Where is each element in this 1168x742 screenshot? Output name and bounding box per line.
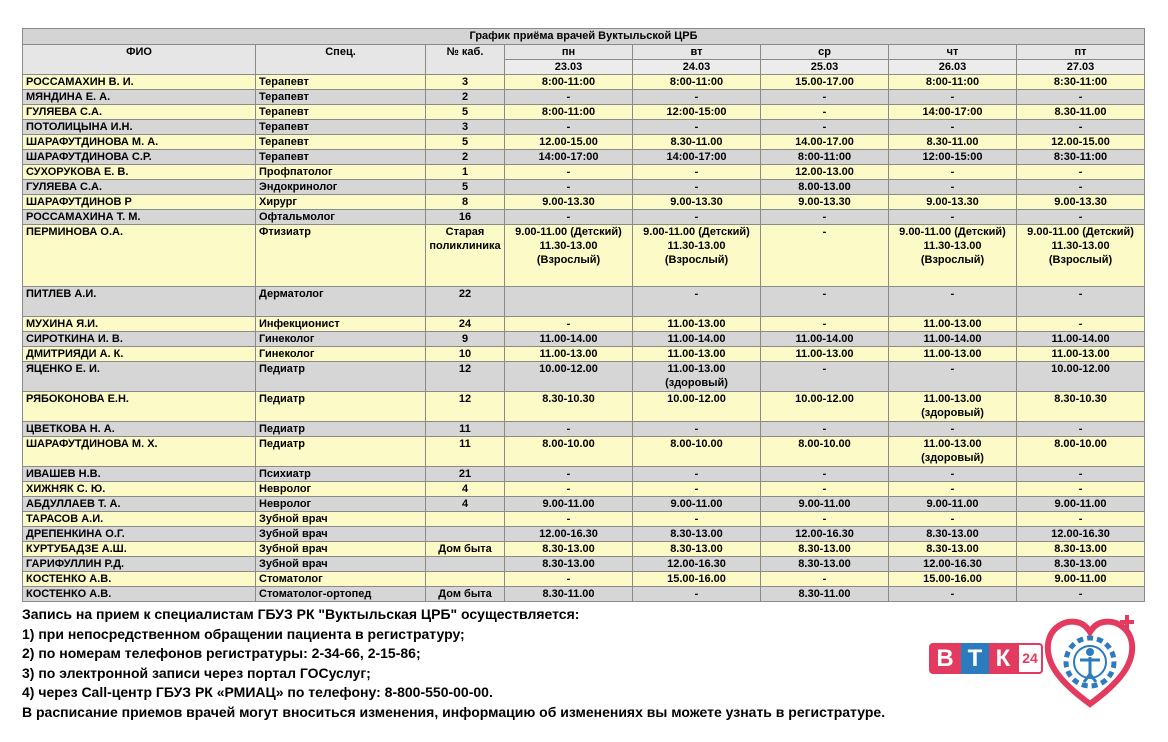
day-schedule-cell: 11.00-13.00 bbox=[633, 347, 761, 362]
specialty: Инфекционист bbox=[256, 317, 426, 332]
day-schedule-cell: 11.00-13.00 (здоровый) bbox=[889, 437, 1017, 467]
doctor-name: АБДУЛЛАЕВ Т. А. bbox=[23, 497, 256, 512]
room-number: 4 bbox=[426, 497, 505, 512]
day-schedule-cell: - bbox=[633, 180, 761, 195]
day-schedule-cell: - bbox=[1017, 422, 1145, 437]
day-schedule-cell: - bbox=[761, 90, 889, 105]
table-row bbox=[23, 437, 1145, 467]
day-schedule-cell: 12.00-16.30 bbox=[505, 527, 633, 542]
day-schedule-cell: 8.30-13.00 bbox=[1017, 557, 1145, 572]
specialty: Стоматолог-ортопед bbox=[256, 587, 426, 602]
day-schedule-cell: 9.00-13.30 bbox=[633, 195, 761, 210]
table-row bbox=[23, 90, 1145, 105]
day-schedule-cell: 11.00-13.00 bbox=[1017, 347, 1145, 362]
specialty: Психиатр bbox=[256, 467, 426, 482]
specialty: Фтизиатр bbox=[256, 225, 426, 287]
table-row bbox=[23, 75, 1145, 90]
day-schedule-cell: 9.00-11.00 bbox=[1017, 497, 1145, 512]
specialty: Зубной врач bbox=[256, 557, 426, 572]
table-row bbox=[23, 467, 1145, 482]
day-schedule-cell: 9.00-11.00 (Детский) 11.30-13.00 (Взрослый) bbox=[633, 225, 761, 287]
doctor-name: ИВАШЕВ Н.В. bbox=[23, 467, 256, 482]
day-schedule-cell: 8.30-13.00 bbox=[633, 527, 761, 542]
specialty: Гинеколог bbox=[256, 347, 426, 362]
day-schedule-cell: - bbox=[761, 512, 889, 527]
day-schedule-cell: - bbox=[1017, 512, 1145, 527]
table-row bbox=[23, 180, 1145, 195]
day-schedule-cell: 12.00-15.00 bbox=[505, 135, 633, 150]
day-schedule-cell: 12.00-16.30 bbox=[889, 557, 1017, 572]
day-schedule-cell: 11.00-14.00 bbox=[505, 332, 633, 347]
day-schedule-cell: - bbox=[761, 105, 889, 120]
day-schedule-cell: - bbox=[505, 90, 633, 105]
day-schedule-cell: 12.00-16.30 bbox=[1017, 527, 1145, 542]
date-cell: 23.03 bbox=[505, 60, 633, 75]
date-cell: 26.03 bbox=[889, 60, 1017, 75]
doctor-name: ДМИТРИЯДИ А. К. bbox=[23, 347, 256, 362]
day-schedule-cell: - bbox=[505, 317, 633, 332]
day-schedule-cell: - bbox=[1017, 317, 1145, 332]
day-schedule-cell: 8.30-13.00 bbox=[505, 542, 633, 557]
day-schedule-cell: - bbox=[889, 362, 1017, 392]
doctor-name: ГУЛЯЕВА С.А. bbox=[23, 105, 256, 120]
footer-line: В расписание приемов врачей могут вноситься изменения, информацию об изменениях вы можете узнать в регистратуре. bbox=[22, 703, 886, 720]
day-schedule-cell: - bbox=[505, 512, 633, 527]
vtk-letter: В bbox=[929, 643, 961, 674]
table-row bbox=[23, 497, 1145, 512]
specialty: Педиатр bbox=[256, 362, 426, 392]
day-schedule-cell: 9.00-13.30 bbox=[505, 195, 633, 210]
date-cell: 24.03 bbox=[633, 60, 761, 75]
day-schedule-cell: 8.30-10.30 bbox=[505, 392, 633, 422]
day-schedule-cell: 12.00-13.00 bbox=[761, 165, 889, 180]
day-schedule-cell: 9.00-11.00 bbox=[761, 497, 889, 512]
table-row bbox=[23, 587, 1145, 602]
heart-gear-icon bbox=[1040, 612, 1140, 712]
day-schedule-cell: 14:00-17:00 bbox=[505, 150, 633, 165]
day-schedule-cell: - bbox=[505, 180, 633, 195]
day-schedule-cell: - bbox=[1017, 467, 1145, 482]
day-schedule-cell: 8:00-11:00 bbox=[761, 150, 889, 165]
day-schedule-cell: - bbox=[889, 467, 1017, 482]
day-schedule-cell: 10.00-12.00 bbox=[505, 362, 633, 392]
day-schedule-cell: 12:00-15:00 bbox=[889, 150, 1017, 165]
doctor-name: КОСТЕНКО А.В. bbox=[23, 587, 256, 602]
room-number: 5 bbox=[426, 105, 505, 120]
day-schedule-cell: - bbox=[1017, 587, 1145, 602]
table-row bbox=[23, 572, 1145, 587]
room-number: 12 bbox=[426, 362, 505, 392]
table-row bbox=[23, 482, 1145, 497]
day-schedule-cell: - bbox=[633, 287, 761, 317]
room-number: 3 bbox=[426, 75, 505, 90]
col-day-header: пт bbox=[1017, 45, 1145, 60]
day-schedule-cell: 8.30-13.00 bbox=[505, 557, 633, 572]
day-schedule-cell: - bbox=[633, 587, 761, 602]
room-number: Старая поликлиника bbox=[426, 225, 505, 287]
day-schedule-cell: 12.00-15.00 bbox=[1017, 135, 1145, 150]
day-schedule-cell: 9.00-13.30 bbox=[1017, 195, 1145, 210]
day-schedule-cell: - bbox=[761, 422, 889, 437]
table-row bbox=[23, 512, 1145, 527]
day-schedule-cell: 8.30-11.00 bbox=[505, 587, 633, 602]
specialty: Эндокринолог bbox=[256, 180, 426, 195]
day-schedule-cell: - bbox=[889, 165, 1017, 180]
day-schedule-cell: 11.00-13.00 bbox=[889, 317, 1017, 332]
specialty: Хирург bbox=[256, 195, 426, 210]
day-schedule-cell: 10.00-12.00 bbox=[761, 392, 889, 422]
day-schedule-cell: 8.30-13.00 bbox=[633, 542, 761, 557]
specialty: Терапевт bbox=[256, 90, 426, 105]
day-schedule-cell: 14:00-17:00 bbox=[633, 150, 761, 165]
day-schedule-cell: - bbox=[889, 422, 1017, 437]
specialty: Терапевт bbox=[256, 75, 426, 90]
day-schedule-cell: - bbox=[889, 512, 1017, 527]
day-schedule-cell: 8.30-11.00 bbox=[761, 587, 889, 602]
table-row bbox=[23, 287, 1145, 317]
specialty: Терапевт bbox=[256, 120, 426, 135]
doctor-name: МЯНДИНА Е. А. bbox=[23, 90, 256, 105]
footer-line: 4) через Call-центр ГБУЗ РК «РМИАЦ» по телефону: 8-800-550-00-00. bbox=[22, 684, 493, 700]
doctor-name: ДРЕПЕНКИНА О.Г. bbox=[23, 527, 256, 542]
day-schedule-cell: 11.00-13.00 (здоровый) bbox=[889, 392, 1017, 422]
col-spec-header: Спец. bbox=[256, 45, 426, 75]
day-schedule-cell: 8:00-11:00 bbox=[505, 105, 633, 120]
day-schedule-cell: 8:30-11:00 bbox=[1017, 75, 1145, 90]
day-schedule-cell: - bbox=[1017, 180, 1145, 195]
doctor-name: ШАРАФУТДИНОВА М. А. bbox=[23, 135, 256, 150]
room-number: Дом быта bbox=[426, 542, 505, 557]
day-schedule-cell: - bbox=[633, 512, 761, 527]
doctor-name: РЯБОКОНОВА Е.Н. bbox=[23, 392, 256, 422]
vtk24-logo bbox=[929, 643, 1043, 674]
room-number: 11 bbox=[426, 422, 505, 437]
col-day-header: чт bbox=[889, 45, 1017, 60]
day-schedule-cell: 12.00-16.30 bbox=[633, 557, 761, 572]
day-schedule-cell: - bbox=[1017, 482, 1145, 497]
day-schedule-cell: - bbox=[889, 210, 1017, 225]
doctor-name: ПЕРМИНОВА О.А. bbox=[23, 225, 256, 287]
day-schedule-cell: 11.00-14.00 bbox=[633, 332, 761, 347]
vtk-letter: К bbox=[989, 643, 1017, 674]
room-number bbox=[426, 557, 505, 572]
specialty: Терапевт bbox=[256, 135, 426, 150]
specialty: Гинеколог bbox=[256, 332, 426, 347]
day-schedule-cell: - bbox=[505, 572, 633, 587]
footer-line: 1) при непосредственном обращении пациента в регистратуру; bbox=[22, 625, 465, 642]
table-row bbox=[23, 120, 1145, 135]
day-schedule-cell: 8:30-11:00 bbox=[1017, 150, 1145, 165]
day-schedule-cell: 8.30-13.00 bbox=[761, 557, 889, 572]
table-row bbox=[23, 527, 1145, 542]
schedule-title: График приёма врачей Вуктыльской ЦРБ bbox=[23, 29, 1145, 45]
room-number: 2 bbox=[426, 90, 505, 105]
schedule-table bbox=[22, 28, 1145, 602]
day-schedule-cell: - bbox=[761, 120, 889, 135]
day-schedule-cell: - bbox=[761, 362, 889, 392]
day-schedule-cell: 11.00-14.00 bbox=[761, 332, 889, 347]
day-schedule-cell: 11.00-14.00 bbox=[1017, 332, 1145, 347]
day-schedule-cell: 8.30-10.30 bbox=[1017, 392, 1145, 422]
day-schedule-cell: - bbox=[633, 165, 761, 180]
day-schedule-cell: - bbox=[1017, 120, 1145, 135]
room-number: 5 bbox=[426, 180, 505, 195]
day-schedule-cell: - bbox=[505, 120, 633, 135]
day-schedule-cell: 15.00-16.00 bbox=[633, 572, 761, 587]
day-schedule-cell bbox=[505, 287, 633, 317]
day-schedule-cell: - bbox=[633, 120, 761, 135]
specialty: Зубной врач bbox=[256, 527, 426, 542]
room-number bbox=[426, 527, 505, 542]
room-number: 16 bbox=[426, 210, 505, 225]
day-schedule-cell: - bbox=[1017, 165, 1145, 180]
day-schedule-cell: 9.00-11.00 (Детский) 11.30-13.00 (Взрослый) bbox=[889, 225, 1017, 287]
col-day-header: вт bbox=[633, 45, 761, 60]
day-schedule-cell: - bbox=[1017, 90, 1145, 105]
table-row bbox=[23, 165, 1145, 180]
room-number: 9 bbox=[426, 332, 505, 347]
day-schedule-cell: 8:00-11:00 bbox=[889, 75, 1017, 90]
day-schedule-cell: 9.00-11.00 (Детский) 11.30-13.00 (Взрослый) bbox=[1017, 225, 1145, 287]
day-schedule-cell: 8.00-10.00 bbox=[761, 437, 889, 467]
date-cell: 25.03 bbox=[761, 60, 889, 75]
table-row bbox=[23, 150, 1145, 165]
day-schedule-cell: - bbox=[761, 572, 889, 587]
room-number: 10 bbox=[426, 347, 505, 362]
day-schedule-cell: - bbox=[505, 165, 633, 180]
day-schedule-cell: 8.00-13.00 bbox=[761, 180, 889, 195]
table-row bbox=[23, 332, 1145, 347]
specialty: Терапевт bbox=[256, 105, 426, 120]
day-schedule-cell: - bbox=[761, 210, 889, 225]
doctor-name: СИРОТКИНА И. В. bbox=[23, 332, 256, 347]
day-schedule-cell: 15.00-17.00 bbox=[761, 75, 889, 90]
doctor-name: ХИЖНЯК С. Ю. bbox=[23, 482, 256, 497]
day-schedule-cell: 8.30-11.00 bbox=[633, 135, 761, 150]
room-number bbox=[426, 572, 505, 587]
specialty: Педиатр bbox=[256, 437, 426, 467]
day-schedule-cell: - bbox=[761, 467, 889, 482]
vtk-number: 24 bbox=[1017, 643, 1043, 674]
col-day-header: пн bbox=[505, 45, 633, 60]
specialty: Профпатолог bbox=[256, 165, 426, 180]
table-row bbox=[23, 557, 1145, 572]
doctor-name: ГУЛЯЕВА С.А. bbox=[23, 180, 256, 195]
day-schedule-cell: - bbox=[633, 482, 761, 497]
day-schedule-cell: - bbox=[1017, 210, 1145, 225]
day-schedule-cell: 8.30-11.00 bbox=[1017, 105, 1145, 120]
doctor-name: ТАРАСОВ А.И. bbox=[23, 512, 256, 527]
room-number: 11 bbox=[426, 437, 505, 467]
day-schedule-cell: 12:00-15:00 bbox=[633, 105, 761, 120]
day-schedule-cell: 11.00-14.00 bbox=[889, 332, 1017, 347]
vtk-letter: Т bbox=[961, 643, 989, 674]
health-heart-logo bbox=[1040, 612, 1140, 717]
day-schedule-cell: - bbox=[633, 467, 761, 482]
day-schedule-cell: - bbox=[889, 482, 1017, 497]
doctor-name: ПОТОЛИЦЫНА И.Н. bbox=[23, 120, 256, 135]
table-row bbox=[23, 195, 1145, 210]
footer-line: 2) по номерам телефонов регистратуры: 2-34-66, 2-15-86; bbox=[22, 645, 421, 661]
doctor-name: ШАРАФУТДИНОВА С.Р. bbox=[23, 150, 256, 165]
footer-line: Запись на прием к специалистам ГБУЗ РК "Вуктыльская ЦРБ" осуществляется: bbox=[22, 606, 580, 622]
day-schedule-cell: 8.00-10.00 bbox=[1017, 437, 1145, 467]
room-number: 4 bbox=[426, 482, 505, 497]
day-schedule-cell: - bbox=[889, 120, 1017, 135]
day-schedule-cell: 9.00-13.30 bbox=[761, 195, 889, 210]
room-number: Дом быта bbox=[426, 587, 505, 602]
day-schedule-cell: 8.30-13.00 bbox=[889, 542, 1017, 557]
day-schedule-cell: 9.00-13.30 bbox=[889, 195, 1017, 210]
day-schedule-cell: - bbox=[761, 287, 889, 317]
day-schedule-cell: 10.00-12.00 bbox=[1017, 362, 1145, 392]
booking-info bbox=[22, 605, 885, 722]
day-schedule-cell: 10.00-12.00 bbox=[633, 392, 761, 422]
specialty: Невролог bbox=[256, 497, 426, 512]
day-schedule-cell: 14.00-17.00 bbox=[761, 135, 889, 150]
room-number: 24 bbox=[426, 317, 505, 332]
doctor-name: РОССАМАХИНА Т. М. bbox=[23, 210, 256, 225]
day-schedule-cell: - bbox=[505, 210, 633, 225]
day-schedule-cell: 8:00-11:00 bbox=[633, 75, 761, 90]
doctor-name: ЦВЕТКОВА Н. А. bbox=[23, 422, 256, 437]
day-schedule-cell: 9.00-11.00 bbox=[889, 497, 1017, 512]
day-schedule-cell: 12.00-16.30 bbox=[761, 527, 889, 542]
day-schedule-cell: 8.30-11.00 bbox=[889, 135, 1017, 150]
specialty: Невролог bbox=[256, 482, 426, 497]
day-schedule-cell: 9.00-11.00 bbox=[505, 497, 633, 512]
day-schedule-cell: - bbox=[633, 90, 761, 105]
day-schedule-cell: - bbox=[633, 210, 761, 225]
day-schedule-cell: 11.00-13.00 bbox=[889, 347, 1017, 362]
specialty: Зубной врач bbox=[256, 512, 426, 527]
day-schedule-cell: 8.00-10.00 bbox=[633, 437, 761, 467]
day-schedule-cell: 11.00-13.00 bbox=[761, 347, 889, 362]
specialty: Педиатр bbox=[256, 392, 426, 422]
table-row bbox=[23, 105, 1145, 120]
col-day-header: ср bbox=[761, 45, 889, 60]
room-number: 12 bbox=[426, 392, 505, 422]
doctor-name: РОССАМАХИН В. И. bbox=[23, 75, 256, 90]
table-row bbox=[23, 347, 1145, 362]
schedule-body bbox=[23, 75, 1145, 602]
day-schedule-cell: 9.00-11.00 (Детский) 11.30-13.00 (Взрослый) bbox=[505, 225, 633, 287]
col-name-header: ФИО bbox=[23, 45, 256, 75]
day-schedule-cell: - bbox=[761, 317, 889, 332]
day-schedule-cell: 11.00-13.00 bbox=[633, 317, 761, 332]
doctor-name: ЯЦЕНКО Е. И. bbox=[23, 362, 256, 392]
specialty: Зубной врач bbox=[256, 542, 426, 557]
day-schedule-cell: - bbox=[505, 467, 633, 482]
table-row bbox=[23, 317, 1145, 332]
room-number: 1 bbox=[426, 165, 505, 180]
day-schedule-cell: 14:00-17:00 bbox=[889, 105, 1017, 120]
doctor-name: КУРТУБАДЗЕ А.Ш. bbox=[23, 542, 256, 557]
day-schedule-cell: 8.30-13.00 bbox=[889, 527, 1017, 542]
specialty: Офтальмолог bbox=[256, 210, 426, 225]
room-number: 3 bbox=[426, 120, 505, 135]
table-row bbox=[23, 542, 1145, 557]
table-row bbox=[23, 422, 1145, 437]
specialty: Дерматолог bbox=[256, 287, 426, 317]
table-row bbox=[23, 210, 1145, 225]
specialty: Стоматолог bbox=[256, 572, 426, 587]
doctor-name: КОСТЕНКО А.В. bbox=[23, 572, 256, 587]
day-schedule-cell: - bbox=[889, 287, 1017, 317]
day-schedule-cell: 8:00-11:00 bbox=[505, 75, 633, 90]
table-row bbox=[23, 135, 1145, 150]
day-schedule-cell: 15.00-16.00 bbox=[889, 572, 1017, 587]
room-number: 8 bbox=[426, 195, 505, 210]
doctor-name: ПИТЛЕВ А.И. bbox=[23, 287, 256, 317]
doctor-name: ШАРАФУТДИНОВА М. Х. bbox=[23, 437, 256, 467]
room-number: 22 bbox=[426, 287, 505, 317]
footer-line: 3) по электронной записи через портал ГОСуслуг; bbox=[22, 664, 371, 681]
day-schedule-cell: 9.00-11.00 bbox=[1017, 572, 1145, 587]
col-room-header: № каб. bbox=[426, 45, 505, 75]
room-number: 21 bbox=[426, 467, 505, 482]
doctor-name: ГАРИФУЛЛИН Р.Д. bbox=[23, 557, 256, 572]
table-row bbox=[23, 362, 1145, 392]
doctor-name: СУХОРУКОВА Е. В. bbox=[23, 165, 256, 180]
day-schedule-cell: 11.00-13.00 bbox=[505, 347, 633, 362]
room-number bbox=[426, 512, 505, 527]
specialty: Терапевт bbox=[256, 150, 426, 165]
day-schedule-cell: - bbox=[505, 482, 633, 497]
specialty: Педиатр bbox=[256, 422, 426, 437]
day-schedule-cell: - bbox=[761, 482, 889, 497]
day-schedule-cell: - bbox=[761, 225, 889, 287]
day-schedule-cell: 11.00-13.00 (здоровый) bbox=[633, 362, 761, 392]
day-schedule-cell: - bbox=[889, 180, 1017, 195]
doctor-name: МУХИНА Я.И. bbox=[23, 317, 256, 332]
table-row bbox=[23, 392, 1145, 422]
day-schedule-cell: - bbox=[889, 90, 1017, 105]
day-schedule-cell: 8.30-13.00 bbox=[761, 542, 889, 557]
room-number: 5 bbox=[426, 135, 505, 150]
day-schedule-cell: 8.00-10.00 bbox=[505, 437, 633, 467]
table-row bbox=[23, 225, 1145, 287]
day-schedule-cell: - bbox=[1017, 287, 1145, 317]
day-schedule-cell: 8.30-13.00 bbox=[1017, 542, 1145, 557]
room-number: 2 bbox=[426, 150, 505, 165]
day-schedule-cell: - bbox=[633, 422, 761, 437]
day-schedule-cell: - bbox=[505, 422, 633, 437]
doctor-name: ШАРАФУТДИНОВ Р bbox=[23, 195, 256, 210]
day-schedule-cell: - bbox=[889, 587, 1017, 602]
day-schedule-cell: 9.00-11.00 bbox=[633, 497, 761, 512]
date-cell: 27.03 bbox=[1017, 60, 1145, 75]
